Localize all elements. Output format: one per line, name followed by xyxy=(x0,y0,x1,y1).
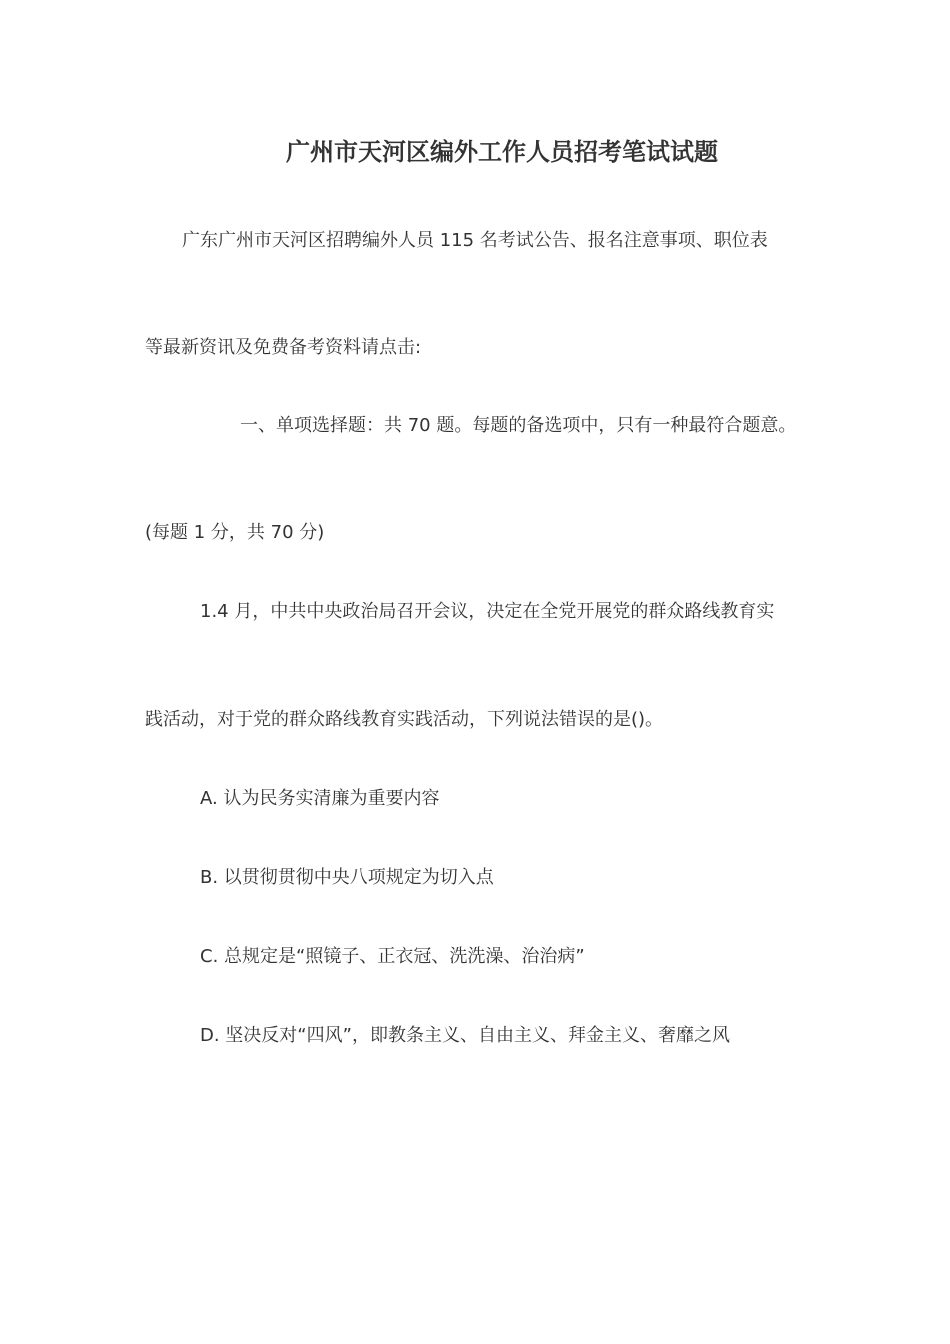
question-1-stem-line-1: 1.4 月，中共中央政治局召开会议，决定在全党开展党的群众路线教育实 xyxy=(200,601,775,622)
intro-line-1: 广东广州市天河区招聘编外人员 115 名考试公告、报名注意事项、职位表 xyxy=(182,230,768,251)
section-heading: 一、单项选择题：共 70 题。每题的备选项中，只有一种最符合题意。 xyxy=(240,415,797,436)
document-title: 广州市天河区编外工作人员招考笔试试题 xyxy=(286,138,718,166)
question-1-option-a: A. 认为民务实清廉为重要内容 xyxy=(200,788,440,809)
question-1-stem-line-2: 践活动，对于党的群众路线教育实践活动，下列说法错误的是()。 xyxy=(145,709,664,730)
intro-line-2: 等最新资讯及免费备考资料请点击: xyxy=(145,337,422,358)
question-1-option-c: C. 总规定是“照镜子、正衣冠、洗洗澡、治治病” xyxy=(200,946,585,967)
question-1-option-b: B. 以贯彻贯彻中央八项规定为切入点 xyxy=(200,867,494,888)
question-1-option-d: D. 坚决反对“四风”，即教条主义、自由主义、拜金主义、奢靡之风 xyxy=(200,1025,730,1046)
section-scoring: (每题 1 分，共 70 分) xyxy=(145,522,325,543)
